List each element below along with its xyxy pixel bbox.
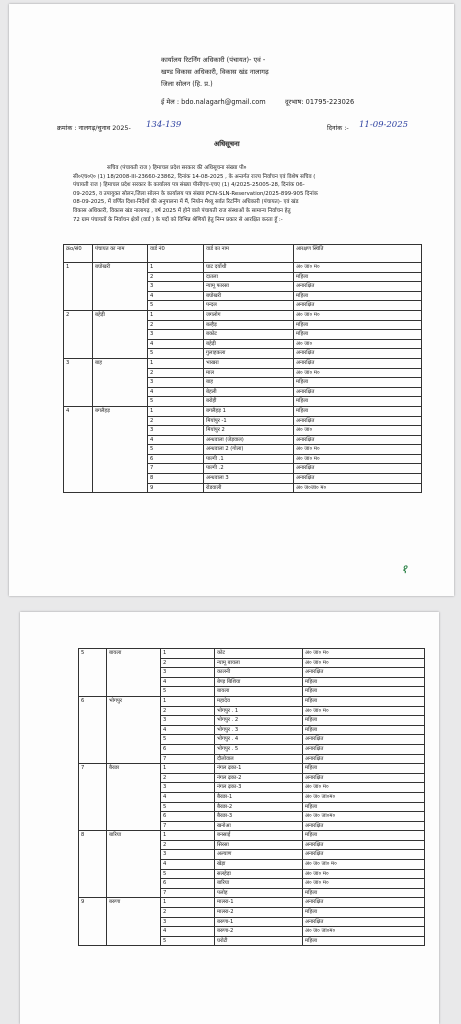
ward-no-cell: 6 bbox=[161, 879, 215, 889]
ward-no-cell: 4 bbox=[148, 339, 204, 349]
ward-no-cell: 6 bbox=[161, 744, 215, 754]
status-cell: अनारक्षित bbox=[303, 840, 425, 850]
serial-cell: 6 bbox=[79, 696, 107, 763]
ward-name-cell: सिरसा bbox=[215, 840, 303, 850]
reference-label: क्रमांक : नालगढ़/चुनाव 2025- bbox=[57, 124, 131, 132]
ward-no-cell: 3 bbox=[161, 850, 215, 860]
serial-cell: 1 bbox=[64, 263, 93, 311]
ward-name-cell: दौलोवाल bbox=[215, 754, 303, 764]
ward-no-cell: 4 bbox=[161, 677, 215, 687]
office-email: ई मेल : bdo.nalagarh@gmail.com bbox=[161, 98, 266, 106]
ward-no-cell: 3 bbox=[148, 330, 204, 340]
ward-no-cell: 2 bbox=[161, 706, 215, 716]
status-cell: महिला bbox=[303, 696, 425, 706]
status-cell: अनारक्षित bbox=[294, 387, 422, 397]
serial-cell: 3 bbox=[64, 358, 93, 406]
status-cell: महिला bbox=[294, 378, 422, 388]
ward-name-cell: कोट bbox=[215, 649, 303, 659]
ward-no-cell: 4 bbox=[161, 792, 215, 802]
ward-name-cell: बरुणा-2 bbox=[215, 927, 303, 937]
status-cell: अनारक्षित bbox=[303, 917, 425, 927]
ward-name-cell: बेण्ड़ बिशिया bbox=[215, 677, 303, 687]
status-cell: अनारक्षित bbox=[294, 416, 422, 426]
panchayat-cell: भोगपुर bbox=[107, 696, 161, 763]
status-cell: महिला bbox=[303, 936, 425, 946]
status-cell: अ० जा० म० bbox=[294, 445, 422, 455]
ward-name-cell: भोगपुर . 3 bbox=[215, 725, 303, 735]
table-row bbox=[64, 310, 422, 320]
status-cell: अ० जा० म० bbox=[303, 658, 425, 668]
date-value: 11-09-2025 bbox=[359, 120, 409, 130]
ward-no-cell: 7 bbox=[161, 754, 215, 764]
ward-name-cell: कालनी bbox=[215, 668, 303, 678]
status-cell: महिला bbox=[294, 320, 422, 330]
ward-no-cell: 1 bbox=[161, 898, 215, 908]
status-cell: महिला bbox=[303, 802, 425, 812]
ward-name-cell: पलोह bbox=[215, 888, 303, 898]
ward-name-cell: घरोटी bbox=[215, 936, 303, 946]
status-cell: अनारक्षित bbox=[294, 301, 422, 311]
ward-name-cell: महादेव bbox=[215, 696, 303, 706]
ward-name-cell: बेहली bbox=[204, 387, 294, 397]
table-row bbox=[64, 263, 422, 273]
status-cell: अनारक्षित bbox=[294, 435, 422, 445]
ward-name-cell: बैरछा-2 bbox=[215, 802, 303, 812]
ward-no-cell: 4 bbox=[161, 860, 215, 870]
ward-no-cell: 3 bbox=[161, 783, 215, 793]
panchayat-cell: बाह bbox=[93, 358, 148, 406]
ward-name-cell: रोडवाली bbox=[204, 483, 294, 493]
status-cell: अ० ज०जा० म० bbox=[294, 483, 422, 493]
ward-name-cell: बहेड़ी bbox=[204, 339, 294, 349]
status-cell: अ० जा० म० bbox=[303, 783, 425, 793]
serial-cell: 2 bbox=[64, 310, 93, 358]
reference-number: 134-139 bbox=[146, 120, 182, 130]
status-cell: अनारक्षित bbox=[303, 735, 425, 745]
status-cell: महिला bbox=[303, 831, 425, 841]
serial-cell: 7 bbox=[79, 764, 107, 831]
ward-no-cell: 3 bbox=[161, 716, 215, 726]
panchayat-cell: बैरछा bbox=[107, 764, 161, 831]
status-cell: अनारक्षित bbox=[303, 773, 425, 783]
ward-name-cell: मियांपुर -1 bbox=[204, 416, 294, 426]
ward-no-cell: 3 bbox=[161, 668, 215, 678]
ward-no-cell: 2 bbox=[148, 272, 204, 282]
status-cell: महिला bbox=[303, 716, 425, 726]
status-cell: महिला bbox=[294, 330, 422, 340]
header-ward-name: वार्ड का नाम bbox=[204, 245, 294, 263]
ward-name-cell: दातला bbox=[204, 272, 294, 282]
document-page-1 bbox=[9, 4, 454, 596]
notice-body-line: पंचायती राज ) हिमाचल प्रदेश सरकार के कार्यालय पत्र संख्या पीसीएच-एचए (1) 4/2025-25005-28, दिनांक 06- bbox=[73, 182, 305, 189]
serial-cell: 4 bbox=[64, 406, 93, 492]
ward-name-cell: खनोआ bbox=[215, 821, 303, 831]
status-cell: अ० ज० जा० म० bbox=[303, 860, 425, 870]
header-status: आरक्षण स्थिति bbox=[294, 245, 422, 263]
ward-name-cell: अन्धवाला 2 (गोला) bbox=[204, 445, 294, 455]
ward-name-cell: घाट दयोंथी bbox=[204, 263, 294, 273]
status-cell: महिला bbox=[294, 272, 422, 282]
notice-title: अधिसूचना bbox=[214, 140, 240, 148]
ward-name-cell: अल्याण bbox=[215, 850, 303, 860]
status-cell: अनारक्षित bbox=[303, 744, 425, 754]
ward-name-cell: मियांपुर 2 bbox=[204, 426, 294, 436]
ward-no-cell: 2 bbox=[161, 658, 215, 668]
ward-no-cell: 2 bbox=[148, 416, 204, 426]
notice-body-line: 72 ग्राम पंचायतों के निर्वाचन क्षेत्रों (वार्ड ) के पदों को विभिन्न श्रेणियों हेतु निम्न प्रकार से आरक्षित करता हूँ :- bbox=[73, 216, 283, 223]
status-cell: अ० जा० bbox=[294, 339, 422, 349]
ward-no-cell: 5 bbox=[161, 687, 215, 697]
ward-name-cell: बकोट bbox=[204, 330, 294, 340]
document-page-2 bbox=[20, 612, 439, 1024]
ward-name-cell: नंगल ढ़का-3 bbox=[215, 783, 303, 793]
ward-no-cell: 1 bbox=[161, 649, 215, 659]
panchayat-cell: बरुणा bbox=[107, 898, 161, 946]
ward-no-cell: 5 bbox=[161, 735, 215, 745]
ward-name-cell: बघोखरी bbox=[204, 291, 294, 301]
ward-no-cell: 7 bbox=[161, 821, 215, 831]
ward-name-cell: जगलोग bbox=[204, 310, 294, 320]
ward-name-cell: मालरा-2 bbox=[215, 908, 303, 918]
ward-no-cell: 1 bbox=[161, 764, 215, 774]
ward-name-cell: अन्धवाला (जेड़वाल) bbox=[204, 435, 294, 445]
ward-name-cell: सलहेड़ा bbox=[215, 869, 303, 879]
ward-no-cell: 2 bbox=[161, 908, 215, 918]
table-row bbox=[79, 649, 425, 659]
ward-no-cell: 1 bbox=[161, 696, 215, 706]
status-cell: अ० जा० म० bbox=[294, 454, 422, 464]
ward-name-cell: बल्हैड़ bbox=[204, 320, 294, 330]
reservation-table-page-2 bbox=[78, 648, 425, 946]
ward-no-cell: 2 bbox=[161, 840, 215, 850]
notice-body-line: 09-2025, व उपायुक्त सोलन,जिला सोलन के कार्यालय पत्र संख्या PCN-SLN-Reservation/2025-899-905 दिनांक bbox=[73, 190, 318, 197]
ward-name-cell: बारिया bbox=[215, 879, 303, 889]
serial-cell: 9 bbox=[79, 898, 107, 946]
table-header-row bbox=[64, 245, 422, 263]
ward-name-cell: गुलाहकला bbox=[204, 349, 294, 359]
ward-name-cell: खेड़ा bbox=[215, 860, 303, 870]
ward-no-cell: 5 bbox=[161, 936, 215, 946]
status-cell: अ० जा० म० bbox=[303, 879, 425, 889]
office-title-line: कार्यालय रिटर्निंग अधिकारी (पंचायत)- एवं - bbox=[161, 56, 266, 64]
status-cell: अ० ज० जा०म० bbox=[303, 792, 425, 802]
serial-cell: 8 bbox=[79, 831, 107, 898]
status-cell: अ० जा० म० bbox=[294, 310, 422, 320]
status-cell: महिला bbox=[303, 677, 425, 687]
status-cell: महिला bbox=[303, 764, 425, 774]
ward-no-cell: 4 bbox=[148, 387, 204, 397]
ward-name-cell: भोगपुर . 5 bbox=[215, 744, 303, 754]
table-row bbox=[79, 764, 425, 774]
ward-no-cell: 7 bbox=[161, 888, 215, 898]
ward-name-cell: अन्धवाला 3 bbox=[204, 474, 294, 484]
ward-name-cell: पन्दल bbox=[204, 301, 294, 311]
status-cell: अनारक्षित bbox=[294, 358, 422, 368]
status-cell: महिला bbox=[294, 291, 422, 301]
ward-no-cell: 3 bbox=[148, 378, 204, 388]
ward-name-cell: बगलैहड़ 1 bbox=[204, 406, 294, 416]
ward-name-cell: बरुणा-1 bbox=[215, 917, 303, 927]
ward-no-cell: 4 bbox=[161, 927, 215, 937]
ward-no-cell: 3 bbox=[148, 282, 204, 292]
table-row bbox=[64, 358, 422, 368]
ward-no-cell: 6 bbox=[161, 812, 215, 822]
ward-name-cell: भोगपुर . 1 bbox=[215, 706, 303, 716]
ward-name-cell: बैरछा-1 bbox=[215, 792, 303, 802]
status-cell: अनारक्षित bbox=[294, 474, 422, 484]
status-cell: महिला bbox=[294, 397, 422, 407]
panchayat-cell: बायला bbox=[107, 649, 161, 697]
table-row bbox=[79, 831, 425, 841]
ward-no-cell: 5 bbox=[161, 869, 215, 879]
ward-no-cell: 4 bbox=[148, 435, 204, 445]
header-panchayat: पंचायत का नाम bbox=[93, 245, 148, 263]
ward-no-cell: 1 bbox=[148, 358, 204, 368]
status-cell: अ० जा० म० bbox=[303, 706, 425, 716]
status-cell: अनारक्षित bbox=[303, 850, 425, 860]
status-cell: महिला bbox=[303, 687, 425, 697]
serial-cell: 5 bbox=[79, 649, 107, 697]
ward-name-cell: पाल्गी .1 bbox=[204, 454, 294, 464]
panchayat-cell: बघोखरी bbox=[93, 263, 148, 311]
status-cell: महिला bbox=[303, 888, 425, 898]
status-cell: महिला bbox=[303, 908, 425, 918]
status-cell: अ० जा० म० bbox=[294, 263, 422, 273]
ward-no-cell: 9 bbox=[148, 483, 204, 493]
panchayat-cell: बारिया bbox=[107, 831, 161, 898]
ward-no-cell: 4 bbox=[161, 725, 215, 735]
office-subtitle-line: खण्ड विकास अधिकारी, विकास खंड नालागढ़ bbox=[161, 68, 269, 76]
ward-name-cell: बरोही bbox=[204, 397, 294, 407]
header-ward-no: वार्ड नं0 bbox=[148, 245, 204, 263]
notice-body-line: विकास अधिकारी, विकास खंड नालागढ़ , वर्ष 2025 में होने वाले पंचायती राज संस्थाओं के सामान्य निर्वाचन हेतु bbox=[73, 207, 291, 214]
ward-name-cell: पाल्गी .2 bbox=[204, 464, 294, 474]
status-cell: अ० जा० bbox=[294, 426, 422, 436]
office-phone: दूरभाष: 01795-223026 bbox=[285, 98, 355, 106]
status-cell: महिला bbox=[294, 406, 422, 416]
ward-no-cell: 2 bbox=[161, 773, 215, 783]
page-mark-signature: १ bbox=[401, 562, 408, 576]
ward-no-cell: 3 bbox=[148, 426, 204, 436]
ward-no-cell: 5 bbox=[148, 301, 204, 311]
table-row bbox=[79, 898, 425, 908]
header-serial: क्रo/सं0 bbox=[64, 245, 93, 263]
ward-name-cell: नंगल ढ़का-1 bbox=[215, 764, 303, 774]
ward-no-cell: 1 bbox=[148, 310, 204, 320]
ward-no-cell: 2 bbox=[148, 320, 204, 330]
ward-no-cell: 1 bbox=[148, 406, 204, 416]
notice-body-line: सचिव (पंचायती राज ) हिमाचल प्रदेश सरकार की अधिसूचना संख्या पी० bbox=[107, 165, 247, 171]
table-row bbox=[79, 696, 425, 706]
ward-name-cell: नंगल ढ़का-2 bbox=[215, 773, 303, 783]
reservation-table-page-1 bbox=[63, 244, 422, 493]
status-cell: अ० जा० म० bbox=[303, 869, 425, 879]
ward-no-cell: 5 bbox=[148, 349, 204, 359]
ward-name-cell: भोगपुर . 2 bbox=[215, 716, 303, 726]
ward-no-cell: 2 bbox=[148, 368, 204, 378]
ward-no-cell: 1 bbox=[161, 831, 215, 841]
ward-no-cell: 4 bbox=[148, 291, 204, 301]
status-cell: अ० ज० जा०म० bbox=[303, 812, 425, 822]
ward-name-cell: भोगपुर . 4 bbox=[215, 735, 303, 745]
ward-name-cell: माल bbox=[204, 368, 294, 378]
status-cell: अ० ज० जा०म० bbox=[303, 927, 425, 937]
ward-no-cell: 1 bbox=[148, 263, 204, 273]
ward-no-cell: 6 bbox=[148, 454, 204, 464]
status-cell: अनारक्षित bbox=[303, 754, 425, 764]
status-cell: अनारक्षित bbox=[294, 349, 422, 359]
ward-no-cell: 5 bbox=[148, 397, 204, 407]
ward-no-cell: 5 bbox=[148, 445, 204, 455]
ward-name-cell: मालरा-1 bbox=[215, 898, 303, 908]
ward-name-cell: बायला bbox=[215, 687, 303, 697]
notice-body-line: सी०एच०ए० (1) 18/2008-III-23660-23862, दिनांक 14-08-2025 , के अन्तर्गत राज्य निर्वाचन एवं विशेष सचिव ( bbox=[73, 173, 316, 180]
status-cell: अनारक्षित bbox=[303, 668, 425, 678]
ward-name-cell: न्यामू फारसा bbox=[204, 282, 294, 292]
status-cell: अनारक्षित bbox=[294, 282, 422, 292]
ward-name-cell: बैरछा-3 bbox=[215, 812, 303, 822]
ward-name-cell: बाह bbox=[204, 378, 294, 388]
status-cell: अनारक्षित bbox=[303, 821, 425, 831]
office-district-line: जिला सोलन (हि. प्र.) bbox=[161, 80, 213, 88]
panchayat-cell: बहेड़ी bbox=[93, 310, 148, 358]
ward-no-cell: 5 bbox=[161, 802, 215, 812]
notice-body-line: 08-09-2025, में वर्णित दिशा-निर्देशों की अनुपालना में मैं, नियोन मैथ्यू सर्वत रिटर्निंग अधिकारी (पंचायत)- एवं खंड bbox=[73, 199, 299, 206]
status-cell: अ० जा० म० bbox=[303, 649, 425, 659]
status-cell: अनारक्षित bbox=[294, 464, 422, 474]
ward-name-cell: न्यामू बायला bbox=[215, 658, 303, 668]
ward-no-cell: 7 bbox=[148, 464, 204, 474]
ward-name-cell: भाखरा bbox=[204, 358, 294, 368]
notice-body bbox=[73, 164, 418, 224]
table-row bbox=[64, 406, 422, 416]
ward-no-cell: 3 bbox=[161, 917, 215, 927]
ward-name-cell: बनसाई bbox=[215, 831, 303, 841]
date-label: दिनांक :- bbox=[327, 124, 349, 132]
status-cell: महिला bbox=[303, 725, 425, 735]
status-cell: अनारक्षित bbox=[303, 898, 425, 908]
status-cell: अ० जा० म० bbox=[294, 368, 422, 378]
panchayat-cell: बगलैहड़ bbox=[93, 406, 148, 492]
ward-no-cell: 8 bbox=[148, 474, 204, 484]
